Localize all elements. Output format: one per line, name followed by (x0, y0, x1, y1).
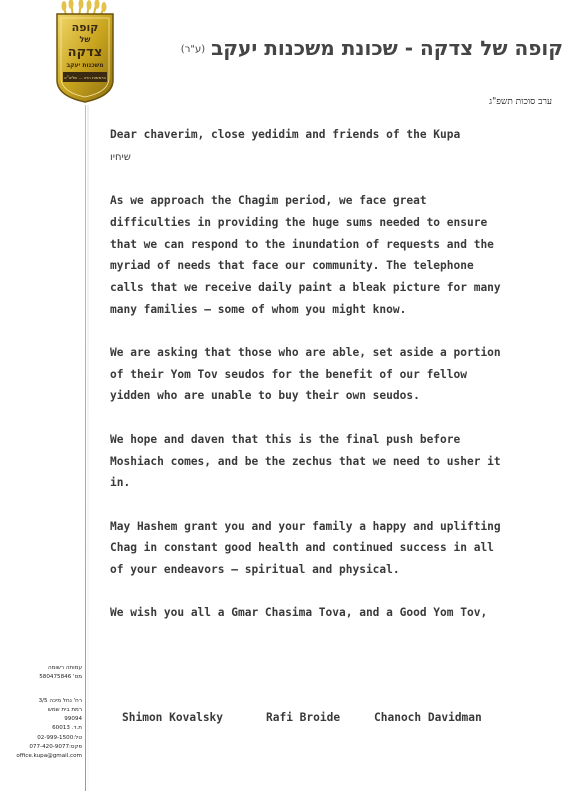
greeting-hebrew: שיחיו (110, 151, 131, 163)
footer-zip: 99094 (64, 716, 82, 723)
signature-name: Chanoch Davidman (374, 711, 482, 724)
signature-name: Shimon Kovalsky (122, 711, 224, 724)
greeting-line: Dear chaverim, close yedidim and friends of the Kupa (110, 128, 461, 141)
footer-po-box: ת.ד. 60013 (52, 725, 82, 732)
letter-greeting (110, 124, 510, 168)
svg-text:צדקה: צדקה (67, 45, 103, 60)
margin-divider-shadow (87, 105, 89, 791)
paragraph-request: We are asking that those who are able, set aside a portion of their Yom Tov seudos for the benefit of our fellow yidden who are unable to buy their own seudos. (110, 346, 501, 403)
logo-small-text: בראשות הרב ... שליט"א (64, 75, 106, 80)
svg-text:משכנות יעקב: משכנות יעקב (66, 62, 104, 69)
paragraph-hope: We hope and daven that this is the final push before Moshiach comes, and be the zechus that we need to usher it in. (110, 432, 501, 490)
letter-date: ערב סוכות תשפ"ג (489, 97, 552, 107)
paragraph-appeal: As we approach the Chagim period, we face great difficulties in providing the huge sums needed to ensure that we can respond to the inundation of requests and the myriad of needs that face our community. The telephone calls that we receive daily paint a bleak picture for many many families – some of whom you might know. (110, 194, 501, 316)
footer-address-city: רמת בית שמש (47, 706, 82, 713)
title-text: קופה של צדקה - שכונת משכנות יעקב (211, 36, 563, 60)
footer-registration: עמותה רשומה (47, 665, 82, 671)
paragraph-closing: We wish you all a Gmar Chasima Tova, and a Good Yom Tov, (110, 606, 488, 620)
organization-footer (16, 664, 82, 762)
title-suffix: (ע"ר) (180, 44, 206, 55)
svg-text:של: של (79, 35, 91, 44)
footer-fax: פקס:077-420-9077 (29, 744, 82, 751)
footer-registration-number: מס' 580475846 (39, 674, 82, 681)
margin-divider-line (85, 105, 86, 791)
paragraph-blessing: May Hashem grant you and your family a happy and uplifting Chag in constant good health and continued success in all of your endeavors – spiritual and physical. (110, 519, 501, 576)
kupa-logo (53, 0, 117, 103)
signature-name: Rafi Broide (266, 711, 341, 724)
signature-block (122, 711, 522, 731)
svg-text:קופה: קופה (71, 21, 99, 34)
footer-phone: טל:02-999-1500 (37, 734, 82, 741)
logo-emblem-icon (53, 0, 117, 103)
organization-title (163, 36, 563, 60)
footer-email: office.kupa@gmail.com (16, 753, 82, 760)
letter-body (110, 124, 510, 646)
footer-address-street: רח' נחל מיכה 3/5 (38, 697, 82, 704)
